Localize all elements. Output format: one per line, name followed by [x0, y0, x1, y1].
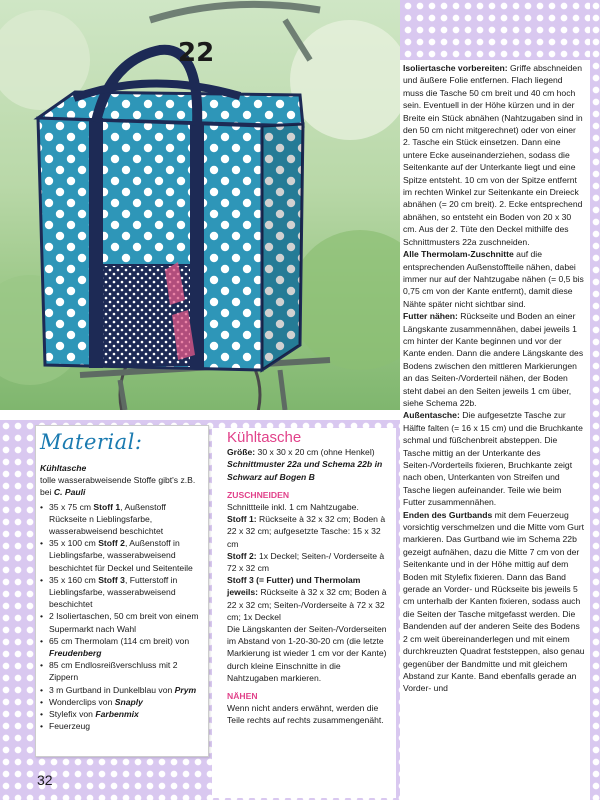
material-item: • Feuerzeug: [40, 720, 205, 732]
stoff1-line: Stoff 1: Rückseite à 32 x 32 cm; Boden à 22 x 32 cm; aufgesetzte Tasche: 15 x 32 cm: [227, 514, 386, 549]
stoff2-line: Stoff 2: 1x Deckel; Seiten-/ Vorderseite à 72 x 32 cm: [227, 550, 385, 574]
naehen-paragraph: Wenn nicht anders erwähnt, werden die Teile rechts auf rechts zusammengenäht.: [227, 703, 384, 726]
stoff3-line: Stoff 3 (= Futter) und Thermolam jeweils: Rückseite à 32 x 32 cm; Boden à 22 x 32 cm; Seiten-/Vorderseite à 72 x 32 cm; 1x Deckel: [227, 575, 387, 622]
product-photo: [0, 0, 400, 410]
material-item: • 85 cm Endlosreißverschluss mit 2 Zippern: [40, 659, 205, 683]
instruction-paragraph: Futter nähen: Rückseite und Boden an einer Längskante zusammennähen, dabei jeweils 1 cm hinter der Kante beginnen und vor der Kante enden. Dann die andere Längskante des Bodens zwischen den mittleren Markierungen an das Seiten-/Vorderteil nähen, der Boden steht dabei an den Seiten jeweils 1 cm über, siehe Schema 22b.: [403, 311, 584, 408]
page-number: 32: [37, 772, 53, 788]
material-item: • 35 x 75 cm Stoff 1, Außenstoff Rückseite n Lieblingsfarbe, wasserabweisend beschichtet: [40, 501, 205, 538]
material-item: • 65 cm Thermolam (114 cm breit) von Freudenberg: [40, 635, 205, 659]
material-title: Material:: [40, 430, 143, 454]
size-line: Größe: 30 x 30 x 20 cm (ohne Henkel): [227, 447, 375, 458]
marking-paragraph: Die Längskanten der Seiten-/Vorderseiten im Abstand von 1-20-30-20 cm (die letzte Markierung ist wieder 1 cm vor der Kante) durch kleine Einschnitte in die Nahtzugaben markieren.: [227, 624, 387, 683]
section-heading-naehen: NÄHEN: [227, 691, 258, 702]
instructions-column: [403, 62, 585, 695]
material-item: • Wonderclips von Snaply: [40, 696, 205, 708]
material-item: • Stylefix von Farbenmix: [40, 708, 205, 720]
instruction-paragraph: Alle Thermolam-Zuschnitte auf die entsprechenden Außenstoffteile nähen, dabei immer nur auf der Nahtzugabe nähen (= 0,5 bis 0,75 cm von der Kante entfernt), damit diese Nähte später nicht sichtbar sind.: [403, 249, 584, 309]
section-heading-zuschneiden: ZUSCHNEIDEN: [227, 489, 290, 500]
kuehltasche-column: [212, 428, 396, 798]
material-item: • 35 x 100 cm Stoff 2, Außenstoff in Lieblingsfarbe, wasserabweisend beschichtet für Deckel und Seitenteile: [40, 537, 205, 574]
project-number: 22: [178, 38, 215, 68]
instruction-paragraph: Außentasche: Die aufgesetzte Tasche zur Hälfte falten (= 16 x 15 cm) und die Bruchkante schmal und füßchenbreit absteppen. Die Tasche mittig an der Unterkante des Seiten-/Vorderteils fixieren, Bruchkante zeigt nach oben, Unterkanten von Streifen und Tasche liegen aufeinander. Teile wie beim Futter zusammennähen.: [403, 410, 583, 508]
watermark-site: PassionForum.ru: [468, 778, 545, 789]
instruction-paragraph: Enden des Gurtbands mit dem Feuerzeug vorsichtig verschmelzen und die Mitte vom Gurt markieren. Das Gurtband wie im Schema 22b gezeigt aufnähen, dazu die Mitte 7 cm von der Seitenkante und in der Höhe mittig auf dem Boden mit Stylefix fixieren. Dann das Band gerade an Vorder- und Rückseite bis jeweils 5 cm unterhalb der Kanten fixieren, sodass auch die Seiten der Tasche mitgefasst werden. Die Bandenden auf der anderen Seite des Bodens 2 cm weit übereinanderlegen und mit einem durchkreuzten Quadrat feststeppen, also genau gegenüber der Bandmitte und mit gleichem Abstand zur Kante. Band ebenfalls gerade an Vorder- und: [403, 509, 585, 694]
pattern-reference: Schnittmuster 22a und Schema 22b in Schwarz auf Bogen B: [227, 459, 383, 482]
material-item: • 35 x 160 cm Stoff 3, Futterstoff in Lieblingsfarbe, wasserabweisend beschichtet: [40, 574, 205, 611]
material-item: • 2 Isoliertaschen, 50 cm breit von einem Supermarkt nach Wahl: [40, 610, 205, 634]
zuschneiden-intro: Schnittteile inkl. 1 cm Nahtzugabe.: [227, 502, 359, 513]
section-title: Kühltasche: [227, 429, 302, 446]
material-item: • 3 m Gurtband in Dunkelblau von Prym: [40, 684, 205, 696]
polka-background-top: [390, 0, 600, 60]
material-list: [40, 462, 205, 732]
instruction-paragraph: Isoliertasche vorbereiten: Griffe abschneiden und äußere Folie entfernen. Flach liegend muss die Tasche 50 cm breit und 40 cm hoch sein. Eventuell in der Höhe kürzen und in der Breite ein Stück abnähen (Nahtzugaben sind in den 50 cm nicht mitgerechnet) oder von einer 2. Tasche ein Stück einsetzen. Dann eine untere Ecke auseinanderziehen, sodass die Seitenkante auf der Unterkante liegt und eine Spitze entsteht. 10 cm von der Spitze entfernt im rechten Winkel zur Seitenkante ein Dreieck abnähen (= 20 cm breit). 2. Ecke entsprechend abnähen, so entsteht ein Boden von 20 x 30 cm. Aus der 2. Tüte den Deckel mithilfe des Schnittmusters 22a zuschneiden.: [403, 63, 583, 247]
material-intro: Kühltasche tolle wasserabweisende Stoffe gibt's z.B. bei C. Pauli: [40, 463, 196, 498]
polka-background-right: [590, 0, 600, 800]
